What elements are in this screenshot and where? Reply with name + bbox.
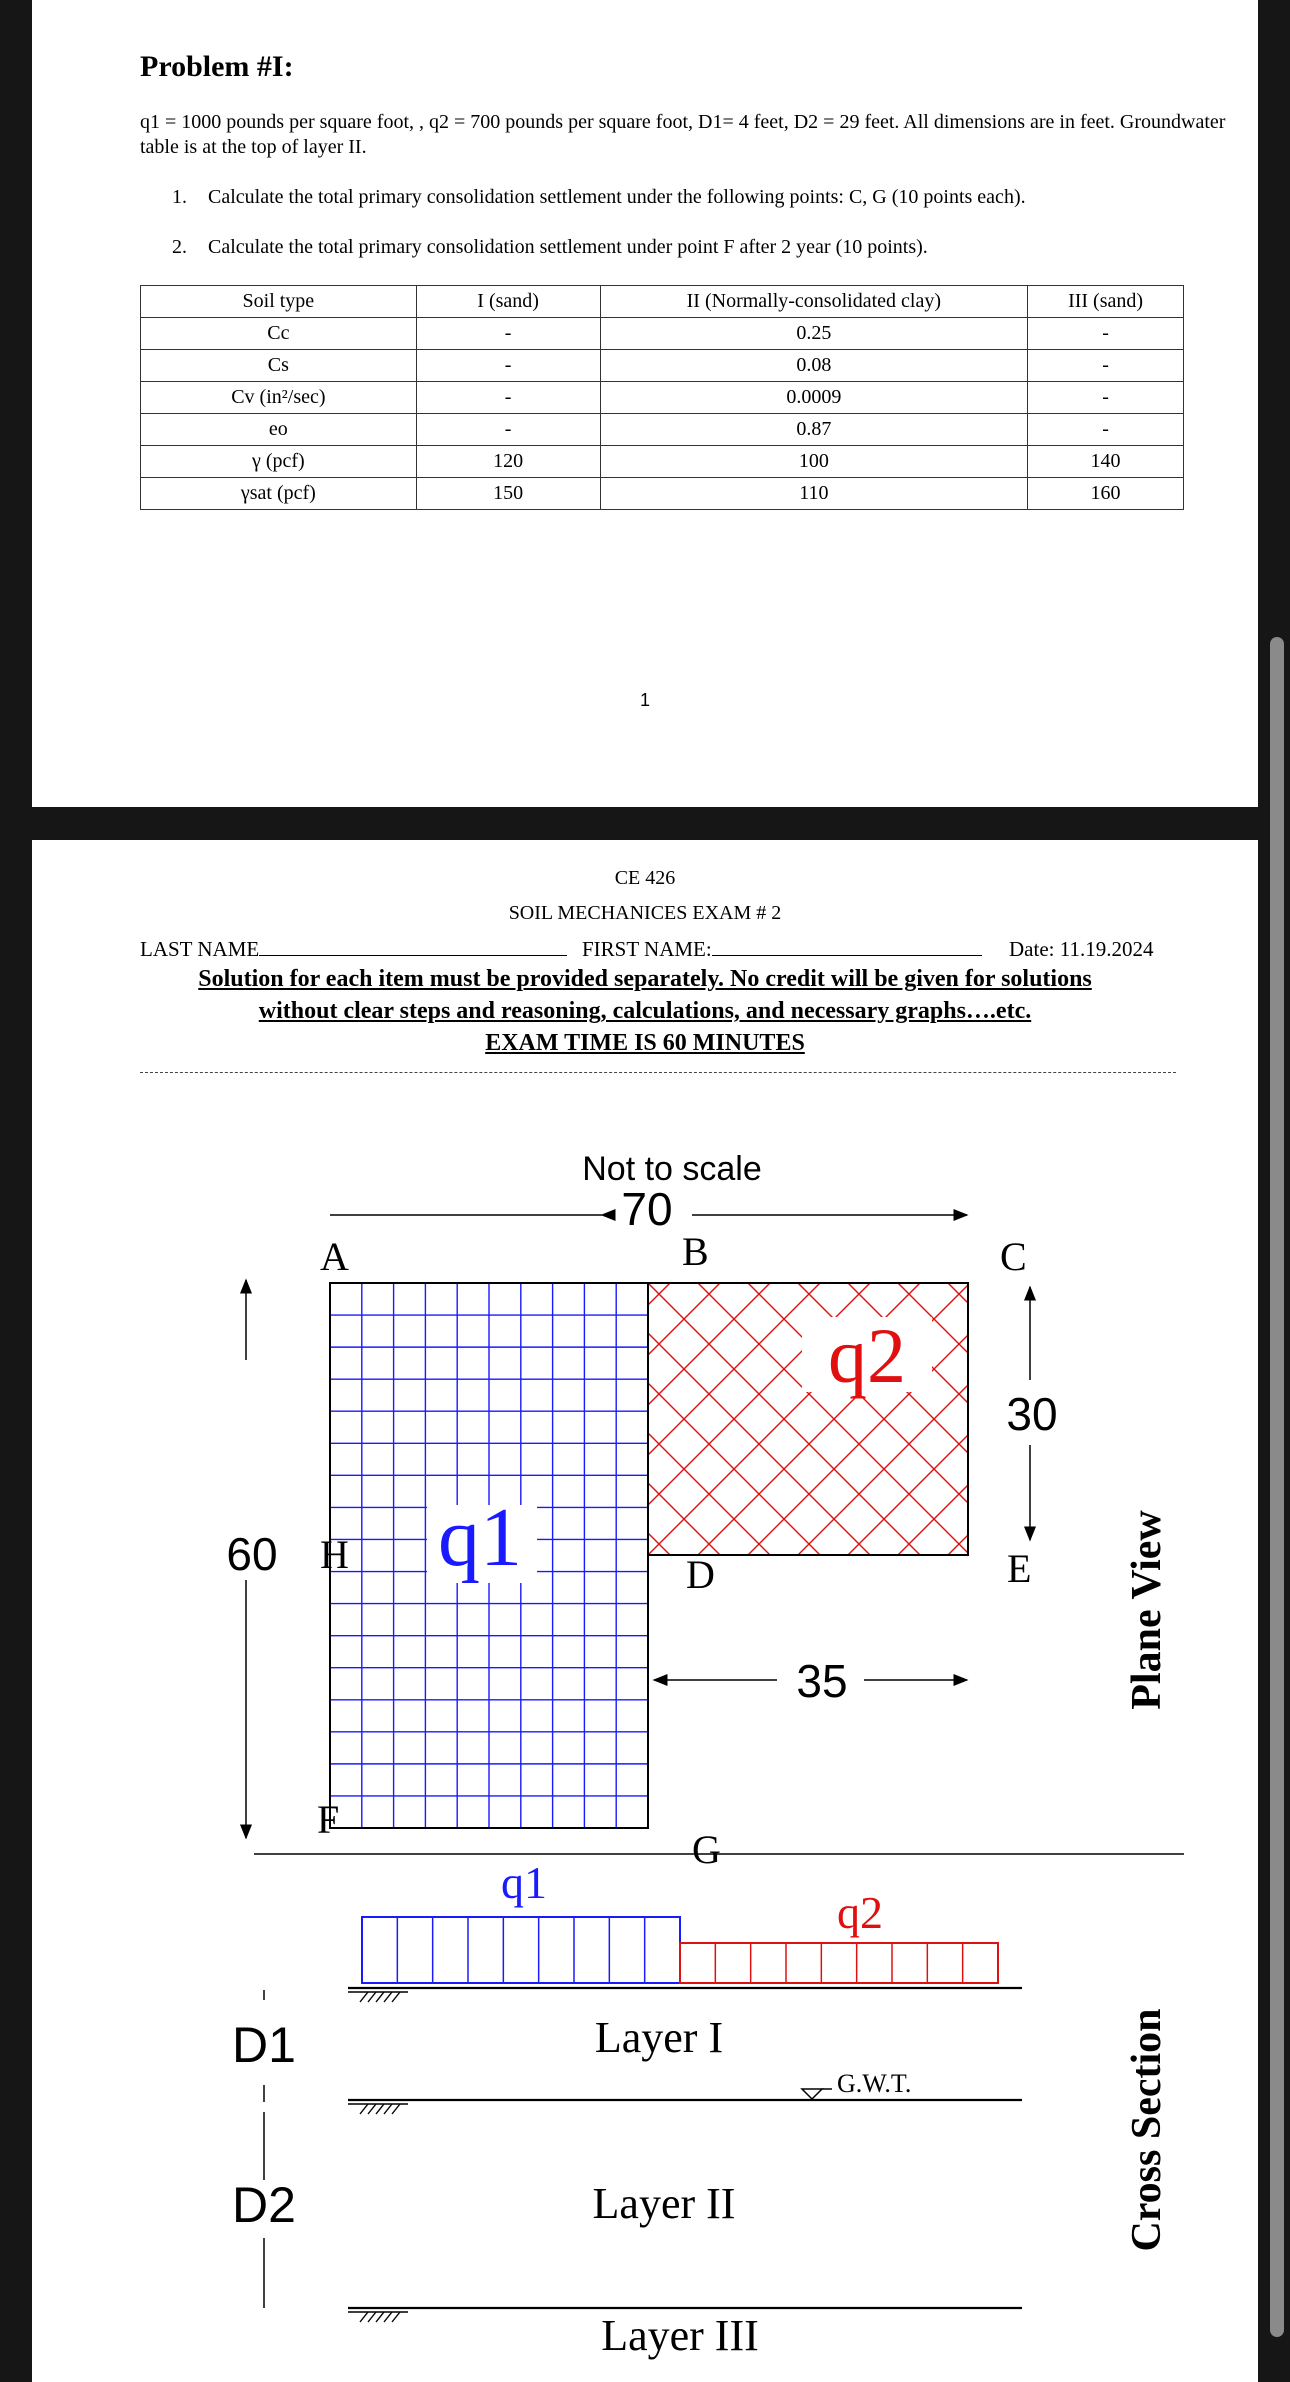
table-cell: -	[1028, 414, 1184, 446]
q2-label: q2	[828, 1312, 906, 1399]
table-cell: Cs	[141, 350, 417, 382]
table-cell: 150	[416, 478, 600, 510]
table-cell: 110	[600, 478, 1028, 510]
hatch-tick	[368, 1992, 376, 2002]
table-header: II (Normally-consolidated clay)	[600, 286, 1028, 318]
point-h-label: H	[320, 1532, 349, 1577]
table-cell: 0.25	[600, 318, 1028, 350]
q1-load-block	[362, 1917, 680, 1983]
table-cell: -	[1028, 382, 1184, 414]
table-cell: 140	[1028, 446, 1184, 478]
table-cell: 120	[416, 446, 600, 478]
hatch-tick	[376, 2104, 384, 2114]
document-page-1	[32, 0, 1258, 807]
table-header: III (sand)	[1028, 286, 1184, 318]
table-cell: γsat (pcf)	[141, 478, 417, 510]
problem-description: q1 = 1000 pounds per square foot, , q2 = 700 pounds per square foot, D1= 4 feet, D2 = 29 feet. All dimensions are in feet. Groundwater table is at the top of layer II.	[140, 111, 1226, 158]
table-cell: 0.0009	[600, 382, 1028, 414]
point-e-label: E	[1007, 1546, 1032, 1591]
hatch-tick	[376, 1992, 384, 2002]
table-cell: 100	[600, 446, 1028, 478]
table-cell: 0.87	[600, 414, 1028, 446]
layer-1-label: Layer I	[594, 2013, 724, 2062]
q2-load-label: q2	[837, 1887, 883, 1938]
point-g-label: G	[692, 1827, 721, 1872]
first-name-label: FIRST NAME:	[582, 937, 712, 961]
exam-date: Date: 11.19.2024	[1009, 937, 1154, 961]
hatch-tick	[392, 2104, 400, 2114]
q1-load-outline	[362, 1917, 680, 1983]
hatch-line	[1098, 1283, 1258, 1555]
layer-3-label: Layer III	[601, 2311, 759, 2360]
table-header: I (sand)	[416, 286, 600, 318]
table-cell: -	[416, 382, 600, 414]
table-cell: -	[416, 350, 600, 382]
scrollbar[interactable]	[1270, 637, 1284, 2337]
table-row	[141, 382, 1184, 414]
hatch-tick	[360, 2104, 368, 2114]
hatch-tick	[368, 2312, 376, 2322]
hatch-tick	[384, 1992, 392, 2002]
exam-time: EXAM TIME IS 60 MINUTES	[485, 1030, 805, 1056]
document-page-2	[32, 840, 1258, 2382]
d2-label: D2	[232, 2177, 296, 2233]
table-cell: 160	[1028, 478, 1184, 510]
hatch-line	[1098, 1283, 1258, 1555]
q2-load-outline	[680, 1943, 998, 1983]
hatch-tick	[360, 2312, 368, 2322]
item-text: Calculate the total primary consolidation settlement under point F after 2 year (10 points).	[208, 236, 928, 258]
table-cell: Cc	[141, 318, 417, 350]
exam-title: SOIL MECHANICES EXAM # 2	[508, 902, 782, 924]
item-number: 1.	[172, 186, 187, 208]
cross-section-label: Cross Section	[1124, 2008, 1170, 2252]
hatch-line	[1198, 1283, 1258, 1555]
table-row	[141, 318, 1184, 350]
table-cell: -	[416, 318, 600, 350]
last-name-label: LAST NAME	[140, 937, 260, 961]
hatch-line	[1198, 1283, 1258, 1555]
plane-view-label: Plane View	[1124, 1510, 1170, 1710]
table-cell: -	[1028, 350, 1184, 382]
instruction-line-2: without clear steps and reasoning, calculations, and necessary graphs….etc.	[258, 998, 1032, 1024]
question-item-1	[172, 186, 1026, 209]
table-cell: eo	[141, 414, 417, 446]
q1-load-label: q1	[501, 1857, 547, 1908]
table-row	[141, 446, 1184, 478]
hatch-tick	[368, 2104, 376, 2114]
table-cell: -	[416, 414, 600, 446]
instruction-line-1: Solution for each item must be provided separately. No credit will be given for solutions	[198, 966, 1092, 992]
table-row	[141, 414, 1184, 446]
q2-load-block	[680, 1943, 998, 1983]
table-header: Soil type	[141, 286, 417, 318]
not-to-scale-note: Not to scale	[582, 1150, 762, 1188]
table-cell: 0.08	[600, 350, 1028, 382]
gwt-label: G.W.T.	[837, 2069, 912, 2098]
d1-label: D1	[232, 2017, 296, 2073]
hatch-tick	[360, 1992, 368, 2002]
hatch-line	[948, 1283, 1220, 1555]
hatch-tick	[384, 2104, 392, 2114]
table-cell: γ (pcf)	[141, 446, 417, 478]
table-header-row	[141, 286, 1184, 318]
dimension-70: 70	[621, 1183, 673, 1235]
hatch-line	[1248, 1283, 1258, 1555]
hatch-tick	[392, 2312, 400, 2322]
point-d-label: D	[686, 1552, 715, 1597]
point-a-label: A	[320, 1234, 349, 1279]
problem-title: Problem #I:	[140, 50, 294, 83]
foundation-diagram	[32, 840, 1258, 2382]
point-c-label: C	[1000, 1234, 1027, 1279]
hatch-line	[1248, 1283, 1258, 1555]
hatch-tick	[392, 1992, 400, 2002]
layer-2-label: Layer II	[592, 2179, 736, 2228]
page-number: 1	[639, 690, 650, 710]
item-text: Calculate the total primary consolidation settlement under the following points: C, G (10 points each).	[208, 186, 1026, 208]
table-cell: Cv (in²/sec)	[141, 382, 417, 414]
point-b-label: B	[682, 1229, 709, 1274]
table-row	[141, 350, 1184, 382]
hatch-tick	[376, 2312, 384, 2322]
dimension-30: 30	[1006, 1388, 1058, 1440]
item-number: 2.	[172, 236, 187, 258]
gwt-symbol	[802, 2089, 822, 2099]
q1-label: q1	[438, 1491, 522, 1584]
dimension-60: 60	[226, 1528, 278, 1580]
table-cell: -	[1028, 318, 1184, 350]
question-item-2	[172, 236, 928, 259]
hatch-line	[948, 1283, 1220, 1555]
hatch-tick	[384, 2312, 392, 2322]
table-row	[141, 478, 1184, 510]
soil-properties-table	[140, 285, 1184, 510]
ground-hatch-symbols	[348, 1992, 408, 2322]
point-f-label: F	[317, 1797, 340, 1842]
dimension-35: 35	[796, 1655, 848, 1707]
course-code: CE 426	[614, 867, 676, 889]
